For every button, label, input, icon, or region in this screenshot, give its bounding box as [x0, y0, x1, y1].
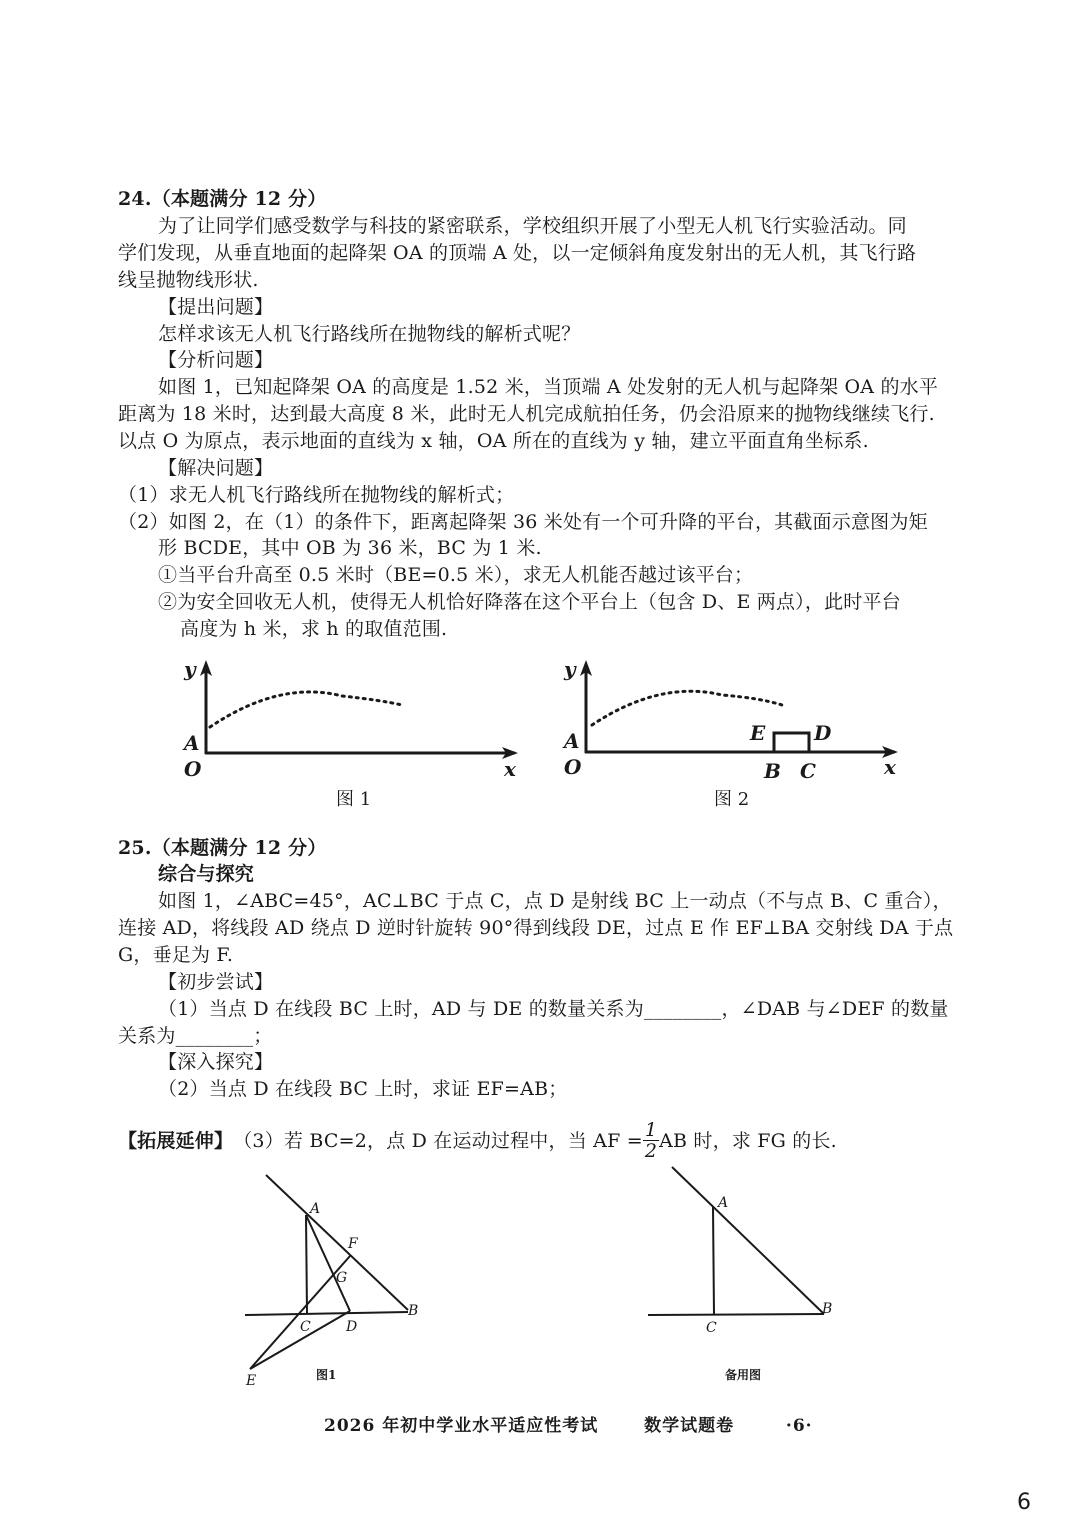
- q24-analyze-line-2: 距离为 18 米时，达到最大高度 8 米，此时无人机完成航拍任务，仍会沿原来的抛物线继续飞行.: [118, 403, 935, 425]
- q25-part3-row: [118, 1120, 837, 1161]
- y-axis-label: y: [564, 657, 576, 681]
- q25-intro-line-2: 连接 AD，将线段 AD 绕点 D 逆时针旋转 90°得到线段 DE，过点 E 作 EF⊥BA 交射线 DA 于点: [118, 917, 954, 939]
- q24-intro-line-1: 为了让同学们感受数学与科技的紧密联系，学校组织开展了小型无人机飞行实验活动。同: [158, 215, 907, 237]
- q25-part1-line-2: 关系为________；: [118, 1025, 273, 1047]
- x-axis-label: x: [504, 757, 516, 781]
- q24-part2-line-1: （2）如图 2，在（1）的条件下，距离起降架 36 米处有一个可升降的平台，其截面示意图为矩: [118, 511, 928, 533]
- q24-figure-2: [550, 650, 910, 783]
- q25-heading: 25.（本题满分 12 分）: [118, 837, 327, 859]
- platform-rectangle: [774, 733, 809, 752]
- q25-part2: （2）当点 D 在线段 BC 上时，求证 EF=AB；: [158, 1078, 568, 1100]
- point-label-c: C: [706, 1320, 717, 1336]
- fraction-one-half: [643, 1120, 659, 1161]
- point-label-b: B: [764, 759, 781, 783]
- point-label-f: F: [348, 1236, 358, 1252]
- point-label-b: B: [408, 1303, 419, 1319]
- q25-spare-caption: 备用图: [725, 1368, 762, 1382]
- q25-spare-figure: [630, 1160, 860, 1340]
- point-label-c: C: [800, 759, 816, 783]
- y-axis-label: y: [184, 657, 196, 681]
- point-label-a: A: [564, 729, 580, 753]
- q24-figure-1: [170, 650, 530, 780]
- q25-section-extend: 【拓展延伸】: [118, 1129, 234, 1152]
- q25-subtitle: 综合与探究: [158, 863, 255, 885]
- exam-title: 2026 年初中学业水平适应性考试: [324, 1416, 599, 1436]
- q25-section-try: 【初步尝试】: [158, 971, 274, 993]
- subject-title: 数学试题卷: [644, 1416, 735, 1436]
- q25-figure-1: [230, 1165, 440, 1389]
- q25-part3-prefix: （3）若 BC=2，点 D 在运动过程中，当 AF =: [233, 1129, 643, 1152]
- x-axis-label: x: [884, 755, 896, 779]
- q25-part1-line-1: （1）当点 D 在线段 BC 上时，AD 与 DE 的数量关系为________，∠DAB 与∠DEF 的数量: [158, 998, 949, 1020]
- q24-heading: 24.（本题满分 12 分）: [118, 188, 327, 210]
- q24-part2-line-2: 形 BCDE，其中 OB 为 36 米，BC 为 1 米.: [158, 537, 542, 559]
- q24-section-solve: 【解决问题】: [158, 457, 274, 479]
- q24-fig2-caption: 图 2: [714, 789, 750, 810]
- point-label-g: G: [336, 1270, 348, 1286]
- point-label-e: E: [246, 1373, 257, 1389]
- q24-part1: （1）求无人机飞行路线所在抛物线的解析式；: [118, 484, 515, 506]
- point-label-a: A: [184, 731, 200, 755]
- q24-fig1-caption: 图 1: [336, 789, 372, 810]
- point-label-a: A: [310, 1201, 321, 1217]
- point-label-c: C: [300, 1319, 311, 1335]
- q24-intro-line-3: 线呈抛物线形状.: [118, 269, 259, 291]
- page-number: 6: [1017, 1490, 1031, 1515]
- q25-fig1-caption: 图1: [316, 1368, 337, 1382]
- fraction-numerator: 1: [644, 1119, 658, 1141]
- fraction-denominator: 2: [644, 1140, 658, 1162]
- point-label-d: D: [814, 721, 832, 745]
- page-marker: ·6·: [785, 1416, 813, 1436]
- q24-analyze-line-1: 如图 1，已知起降架 OA 的高度是 1.52 米，当顶端 A 处发射的无人机与起降架 OA 的水平: [158, 376, 939, 398]
- origin-label: O: [564, 755, 582, 779]
- q25-intro-line-3: G，垂足为 F.: [118, 944, 234, 966]
- q24-part2-sub1: ①当平台升高至 0.5 米时（BE=0.5 米），求无人机能否越过该平台；: [158, 564, 754, 586]
- point-label-b: B: [822, 1301, 833, 1317]
- q24-analyze-line-3: 以点 O 为原点，表示地面的直线为 x 轴，OA 所在的直线为 y 轴，建立平面直角坐标系.: [118, 430, 869, 452]
- page-footer: [324, 1411, 813, 1436]
- q24-raise-text: 怎样求该无人机飞行路线所在抛物线的解析式呢？: [158, 323, 581, 345]
- q24-part2-sub2-line-2: 高度为 h 米，求 h 的取值范围.: [180, 618, 448, 640]
- origin-label: O: [184, 757, 202, 781]
- point-label-e: E: [750, 721, 766, 745]
- point-label-a: A: [718, 1195, 729, 1211]
- q24-intro-line-2: 学们发现，从垂直地面的起降架 OA 的顶端 A 处，以一定倾斜角度发射出的无人机，其飞行路: [118, 242, 917, 264]
- q25-section-deep: 【深入探究】: [158, 1051, 274, 1073]
- point-label-d: D: [346, 1319, 358, 1335]
- q24-section-analyze: 【分析问题】: [158, 349, 274, 371]
- q24-part2-sub2-line-1: ②为安全回收无人机，使得无人机恰好降落在这个平台上（包含 D、E 两点），此时平台: [158, 591, 901, 613]
- q25-part3-suffix: AB 时，求 FG 的长.: [659, 1129, 837, 1152]
- q24-section-raise: 【提出问题】: [158, 296, 274, 318]
- q25-intro-line-1: 如图 1，∠ABC=45°，AC⊥BC 于点 C，点 D 是射线 BC 上一动点（不与点 B、C 重合），: [158, 890, 952, 912]
